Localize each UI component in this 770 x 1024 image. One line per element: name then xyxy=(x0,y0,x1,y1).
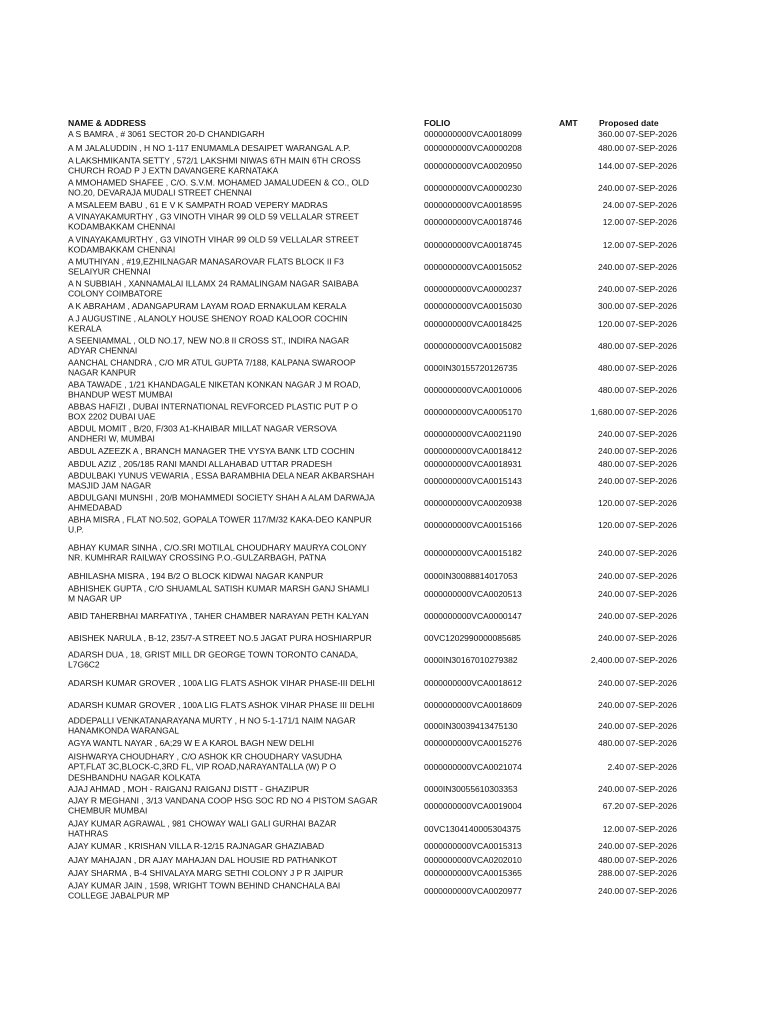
row-name-address: A VINAYAKAMURTHY , G3 VINOTH VIHAR 99 OLD 59 VELLALAR STREET KODAMBAKKAM CHENNAI xyxy=(68,234,359,255)
row-name-address: AANCHAL CHANDRA , C/O MR ATUL GUPTA 7/188, KALPANA SWAROOP NAGAR KANPUR xyxy=(68,357,356,378)
row-name-address: AGYA WANTL NAYAR , 6A;29 W E A KAROL BAGH NEW DELHI xyxy=(68,737,315,748)
row-proposed-date: 07-SEP-2026 xyxy=(626,283,678,294)
row-amount: 240.00 xyxy=(598,783,624,794)
row-name-address: ABDULGANI MUNSHI , 20/B MOHAMMEDI SOCIETY SHAH A ALAM DARWAJA AHMEDABAD xyxy=(68,492,375,513)
header-folio: FOLIO xyxy=(424,118,451,128)
row-proposed-date: 07-SEP-2026 xyxy=(626,428,678,439)
row-folio: 00VC1304140005304375 xyxy=(424,823,521,834)
row-folio: 0000000000VCA0018595 xyxy=(424,199,522,210)
row-folio: 0000IN30088814017053 xyxy=(424,570,518,581)
row-name-address: ABID TAHERBHAI MARFATIYA , TAHER CHAMBER NARAYAN PETH KALYAN xyxy=(68,610,369,621)
row-folio: 0000000000VCA0005170 xyxy=(424,406,522,417)
row-proposed-date: 07-SEP-2026 xyxy=(626,737,678,748)
row-amount: 480.00 xyxy=(598,854,624,865)
row-folio: 0000000000VCA0015143 xyxy=(424,475,522,486)
row-proposed-date: 07-SEP-2026 xyxy=(626,761,678,772)
row-name-address: A SEENIAMMAL , OLD NO.17, NEW NO.8 II CROSS ST., INDIRA NAGAR ADYAR CHENNAI xyxy=(68,335,350,356)
row-amount: 240.00 xyxy=(598,445,624,456)
row-name-address: ABDUL AZIZ , 205/185 RANI MANDI ALLAHABAD UTTAR PRADESH xyxy=(68,458,333,469)
row-amount: 240.00 xyxy=(598,283,624,294)
row-amount: 480.00 xyxy=(598,362,624,373)
row-amount: 2.40 xyxy=(607,761,624,772)
row-folio: 0000000000VCA0018612 xyxy=(424,677,522,688)
row-name-address: AJAY KUMAR AGRAWAL , 981 CHOWAY WALI GALI GURHAI BAZAR HATHRAS xyxy=(68,818,337,839)
row-name-address: ABDULBAKI YUNUS VEWARIA , ESSA BARAMBHIA DELA NEAR AKBARSHAH MASJID JAM NAGAR xyxy=(68,470,375,491)
row-amount: 240.00 xyxy=(598,632,624,643)
row-name-address: ABA TAWADE , 1/21 KHANDAGALE NIKETAN KONKAN NAGAR J M ROAD, BHANDUP WEST MUMBAI xyxy=(68,379,361,400)
row-folio: 0000000000VCA0021190 xyxy=(424,428,522,439)
row-folio: 0000000000VCA0018099 xyxy=(424,128,522,139)
row-name-address: ADDEPALLI VENKATANARAYANA MURTY , H NO 5-1-171/1 NAIM NAGAR HANAMKONDA WARANGAL xyxy=(68,715,356,736)
row-folio: 00VC1202990000085685 xyxy=(424,632,521,643)
table-row xyxy=(0,875,770,907)
row-folio: 0000000000VCA0020938 xyxy=(424,497,522,508)
row-proposed-date: 07-SEP-2026 xyxy=(626,720,678,731)
row-name-address: AJAY SHARMA , B-4 SHIVALAYA MARG SETHI COLONY J P R JAIPUR xyxy=(68,867,344,878)
row-proposed-date: 07-SEP-2026 xyxy=(626,610,678,621)
row-name-address: AJAY KUMAR JAIN , 1598, WRIGHT TOWN BEHIND CHANCHALA BAI COLLEGE JABALPUR MP xyxy=(68,880,341,901)
row-proposed-date: 07-SEP-2026 xyxy=(626,216,678,227)
row-name-address: A K ABRAHAM , ADANGAPURAM LAYAM ROAD ERNAKULAM KERALA xyxy=(68,300,347,311)
row-amount: 144.00 xyxy=(598,160,624,171)
row-folio: 0000IN30155720126735 xyxy=(424,362,518,373)
row-folio: 0000IN30167010279382 xyxy=(424,654,518,665)
row-folio: 0000000000VCA0010006 xyxy=(424,384,522,395)
row-name-address: ADARSH DUA , 18, GRIST MILL DR GEORGE TOWN TORONTO CANADA, L7G6C2 xyxy=(68,649,359,670)
row-proposed-date: 07-SEP-2026 xyxy=(626,362,678,373)
row-folio: 0000000000VCA0000147 xyxy=(424,610,522,621)
row-folio: 0000000000VCA0018931 xyxy=(424,458,522,469)
row-name-address: AISHWARYA CHOUDHARY , C/O ASHOK KR CHOUDHARY VASUDHA APT,FLAT 3C,BLOCK-C,3RD FL, VIP ROAD,NARAYANTALLA (W) P O DESHBANDHU NAGAR KOLKATA xyxy=(68,751,342,783)
row-proposed-date: 07-SEP-2026 xyxy=(626,547,678,558)
row-amount: 1,680.00 xyxy=(590,406,624,417)
row-folio: 0000IN30039413475130 xyxy=(424,720,518,731)
row-folio: 0000000000VCA0018746 xyxy=(424,216,522,227)
row-proposed-date: 07-SEP-2026 xyxy=(626,142,678,153)
row-name-address: ABBAS HAFIZI , DUBAI INTERNATIONAL REVFORCED PLASTIC PUT P O BOX 2202 DUBAI UAE xyxy=(68,401,358,422)
row-amount: 240.00 xyxy=(598,570,624,581)
row-name-address: AJAY R MEGHANI , 3/13 VANDANA COOP HSG SOC RD NO 4 PISTOM SAGAR CHEMBUR MUMBAI xyxy=(68,795,378,816)
row-proposed-date: 07-SEP-2026 xyxy=(626,445,678,456)
row-folio: 0000000000VCA0020950 xyxy=(424,160,522,171)
row-folio: 0000000000VCA0015030 xyxy=(424,300,522,311)
row-folio: 0000000000VCA0015276 xyxy=(424,737,522,748)
row-proposed-date: 07-SEP-2026 xyxy=(626,677,678,688)
row-amount: 240.00 xyxy=(598,475,624,486)
row-name-address: ABHAY KUMAR SINHA , C/O.SRI MOTILAL CHOUDHARY MAURYA COLONY NR. KUMHRAR RAILWAY CROSSING P.O.-GULZARBAGH, PATNA xyxy=(68,542,367,563)
row-proposed-date: 07-SEP-2026 xyxy=(626,783,678,794)
row-name-address: AJAY MAHAJAN , DR AJAY MAHAJAN DAL HOUSIE RD PATHANKOT xyxy=(68,854,338,865)
row-name-address: A N SUBBIAH , XANNAMALAI ILLAMX 24 RAMALINGAM NAGAR SAIBABA COLONY COIMBATORE xyxy=(68,278,359,299)
row-proposed-date: 07-SEP-2026 xyxy=(626,885,678,896)
row-proposed-date: 07-SEP-2026 xyxy=(626,854,678,865)
row-proposed-date: 07-SEP-2026 xyxy=(626,800,678,811)
row-folio: 0000000000VCA0018745 xyxy=(424,239,522,250)
row-proposed-date: 07-SEP-2026 xyxy=(626,182,678,193)
row-amount: 240.00 xyxy=(598,720,624,731)
row-amount: 300.00 xyxy=(598,300,624,311)
row-proposed-date: 07-SEP-2026 xyxy=(626,840,678,851)
row-amount: 288.00 xyxy=(598,867,624,878)
row-folio: 0000000000VCA0015166 xyxy=(424,519,522,530)
row-proposed-date: 07-SEP-2026 xyxy=(626,384,678,395)
row-folio: 0000000000VCA0018609 xyxy=(424,699,522,710)
row-amount: 240.00 xyxy=(598,699,624,710)
row-folio: 0000000000VCA0021074 xyxy=(424,761,522,772)
row-proposed-date: 07-SEP-2026 xyxy=(626,632,678,643)
row-name-address: ABHILASHA MISRA , 194 B/2 O BLOCK KIDWAI NAGAR KANPUR xyxy=(68,570,324,581)
row-amount: 240.00 xyxy=(598,840,624,851)
row-proposed-date: 07-SEP-2026 xyxy=(626,497,678,508)
row-amount: 240.00 xyxy=(598,261,624,272)
row-amount: 240.00 xyxy=(598,610,624,621)
row-name-address: ABISHEK NARULA , B-12, 235/7-A STREET NO.5 JAGAT PURA HOSHIARPUR xyxy=(68,632,372,643)
row-name-address: ABDUL MOMIT , B/20, F/303 A1-KHAIBAR MILLAT NAGAR VERSOVA ANDHERI W, MUMBAI xyxy=(68,423,337,444)
row-amount: 240.00 xyxy=(598,547,624,558)
row-amount: 67.20 xyxy=(602,800,624,811)
row-folio: 0000000000VCA0000237 xyxy=(424,283,522,294)
row-folio: 0000000000VCA0018425 xyxy=(424,318,522,329)
row-proposed-date: 07-SEP-2026 xyxy=(626,458,678,469)
row-proposed-date: 07-SEP-2026 xyxy=(626,239,678,250)
row-name-address: A MSALEEM BABU , 61 E V K SAMPATH ROAD VEPERY MADRAS xyxy=(68,199,328,210)
row-amount: 2,400.00 xyxy=(590,654,624,665)
row-folio: 0000000000VCA0015082 xyxy=(424,340,522,351)
row-amount: 12.00 xyxy=(602,216,624,227)
row-proposed-date: 07-SEP-2026 xyxy=(626,300,678,311)
row-amount: 240.00 xyxy=(598,182,624,193)
row-amount: 480.00 xyxy=(598,737,624,748)
row-proposed-date: 07-SEP-2026 xyxy=(626,867,678,878)
row-name-address: ADARSH KUMAR GROVER , 100A LIG FLATS ASHOK VIHAR PHASE III DELHI xyxy=(68,699,375,710)
row-proposed-date: 07-SEP-2026 xyxy=(626,475,678,486)
row-amount: 12.00 xyxy=(602,823,624,834)
row-folio: 0000000000VCA0018412 xyxy=(424,445,522,456)
row-amount: 480.00 xyxy=(598,384,624,395)
row-folio: 0000000000VCA0015313 xyxy=(424,840,522,851)
row-name-address: A MMOHAMED SHAFEE , C/O. S.V.M. MOHAMED JAMALUDEEN & CO., OLD NO.20, DEVARAJA MUDALI STREET CHENNAI xyxy=(68,177,370,198)
row-proposed-date: 07-SEP-2026 xyxy=(626,406,678,417)
row-proposed-date: 07-SEP-2026 xyxy=(626,318,678,329)
row-folio: 0000000000VCA0015182 xyxy=(424,547,522,558)
row-proposed-date: 07-SEP-2026 xyxy=(626,588,678,599)
row-amount: 24.00 xyxy=(602,199,624,210)
row-folio: 0000000000VCA0015365 xyxy=(424,867,522,878)
header-proposed-date: Proposed date xyxy=(599,118,659,128)
row-proposed-date: 07-SEP-2026 xyxy=(626,654,678,665)
row-proposed-date: 07-SEP-2026 xyxy=(626,340,678,351)
row-proposed-date: 07-SEP-2026 xyxy=(626,823,678,834)
row-proposed-date: 07-SEP-2026 xyxy=(626,699,678,710)
row-name-address: ADARSH KUMAR GROVER , 100A LIG FLATS ASHOK VIHAR PHASE-III DELHI xyxy=(68,677,375,688)
row-proposed-date: 07-SEP-2026 xyxy=(626,160,678,171)
row-name-address: ABHISHEK GUPTA , C/O SHUAMLAL SATISH KUMAR MARSH GANJ SHAMLI M NAGAR UP xyxy=(68,583,370,604)
row-amount: 480.00 xyxy=(598,340,624,351)
row-amount: 240.00 xyxy=(598,885,624,896)
row-amount: 120.00 xyxy=(598,318,624,329)
row-name-address: ABHA MISRA , FLAT NO.502, GOPALA TOWER 117/M/32 KAKA-DEO KANPUR U.P. xyxy=(68,514,372,535)
row-amount: 120.00 xyxy=(598,497,624,508)
row-proposed-date: 07-SEP-2026 xyxy=(626,519,678,530)
row-proposed-date: 07-SEP-2026 xyxy=(626,128,678,139)
row-name-address: ABDUL AZEEZK A , BRANCH MANAGER THE VYSYA BANK LTD COCHIN xyxy=(68,445,355,456)
row-folio: 0000IN30055610303353 xyxy=(424,783,518,794)
row-folio: 0000000000VCA0202010 xyxy=(424,854,522,865)
row-amount: 240.00 xyxy=(598,588,624,599)
row-proposed-date: 07-SEP-2026 xyxy=(626,199,678,210)
row-name-address: A LAKSHMIKANTA SETTY , 572/1 LAKSHMI NIWAS 6TH MAIN 6TH CROSS CHURCH ROAD P J EXTN DAVANGERE KARNATAKA xyxy=(68,155,361,176)
row-proposed-date: 07-SEP-2026 xyxy=(626,261,678,272)
row-name-address: A M JALALUDDIN , H NO 1-117 ENUMAMLA DESAIPET WARANGAL A.P. xyxy=(68,142,351,153)
row-folio: 0000000000VCA0020513 xyxy=(424,588,522,599)
row-folio: 0000000000VCA0000230 xyxy=(424,182,522,193)
row-folio: 0000000000VCA0019004 xyxy=(424,800,522,811)
row-amount: 240.00 xyxy=(598,677,624,688)
row-name-address: AJAY KUMAR , KRISHAN VILLA R-12/15 RAJNAGAR GHAZIABAD xyxy=(68,840,325,851)
row-amount: 120.00 xyxy=(598,519,624,530)
row-folio: 0000000000VCA0000208 xyxy=(424,142,522,153)
row-name-address: AJAJ AHMAD , MOH - RAIGANJ RAIGANJ DISTT - GHAZIPUR xyxy=(68,783,310,794)
row-folio: 0000000000VCA0020977 xyxy=(424,885,522,896)
row-name-address: A S BAMRA , # 3061 SECTOR 20-D CHANDIGARH xyxy=(68,128,265,139)
row-name-address: A MUTHIYAN , #19,EZHILNAGAR MANASAROVAR FLATS BLOCK II F3 SELAIYUR CHENNAI xyxy=(68,256,344,277)
row-proposed-date: 07-SEP-2026 xyxy=(626,570,678,581)
row-name-address: A J AUGUSTINE , ALANOLY HOUSE SHENOY ROAD KALOOR COCHIN KERALA xyxy=(68,313,348,334)
row-amount: 360.00 xyxy=(598,128,624,139)
row-amount: 480.00 xyxy=(598,142,624,153)
row-amount: 480.00 xyxy=(598,458,624,469)
row-folio: 0000000000VCA0015052 xyxy=(424,261,522,272)
row-name-address: A VINAYAKAMURTHY , G3 VINOTH VIHAR 99 OLD 59 VELLALAR STREET KODAMBAKKAM CHENNAI xyxy=(68,211,359,232)
row-amount: 12.00 xyxy=(602,239,624,250)
row-amount: 240.00 xyxy=(598,428,624,439)
header-name-address: NAME & ADDRESS xyxy=(68,118,146,128)
header-amt: AMT xyxy=(559,118,578,128)
